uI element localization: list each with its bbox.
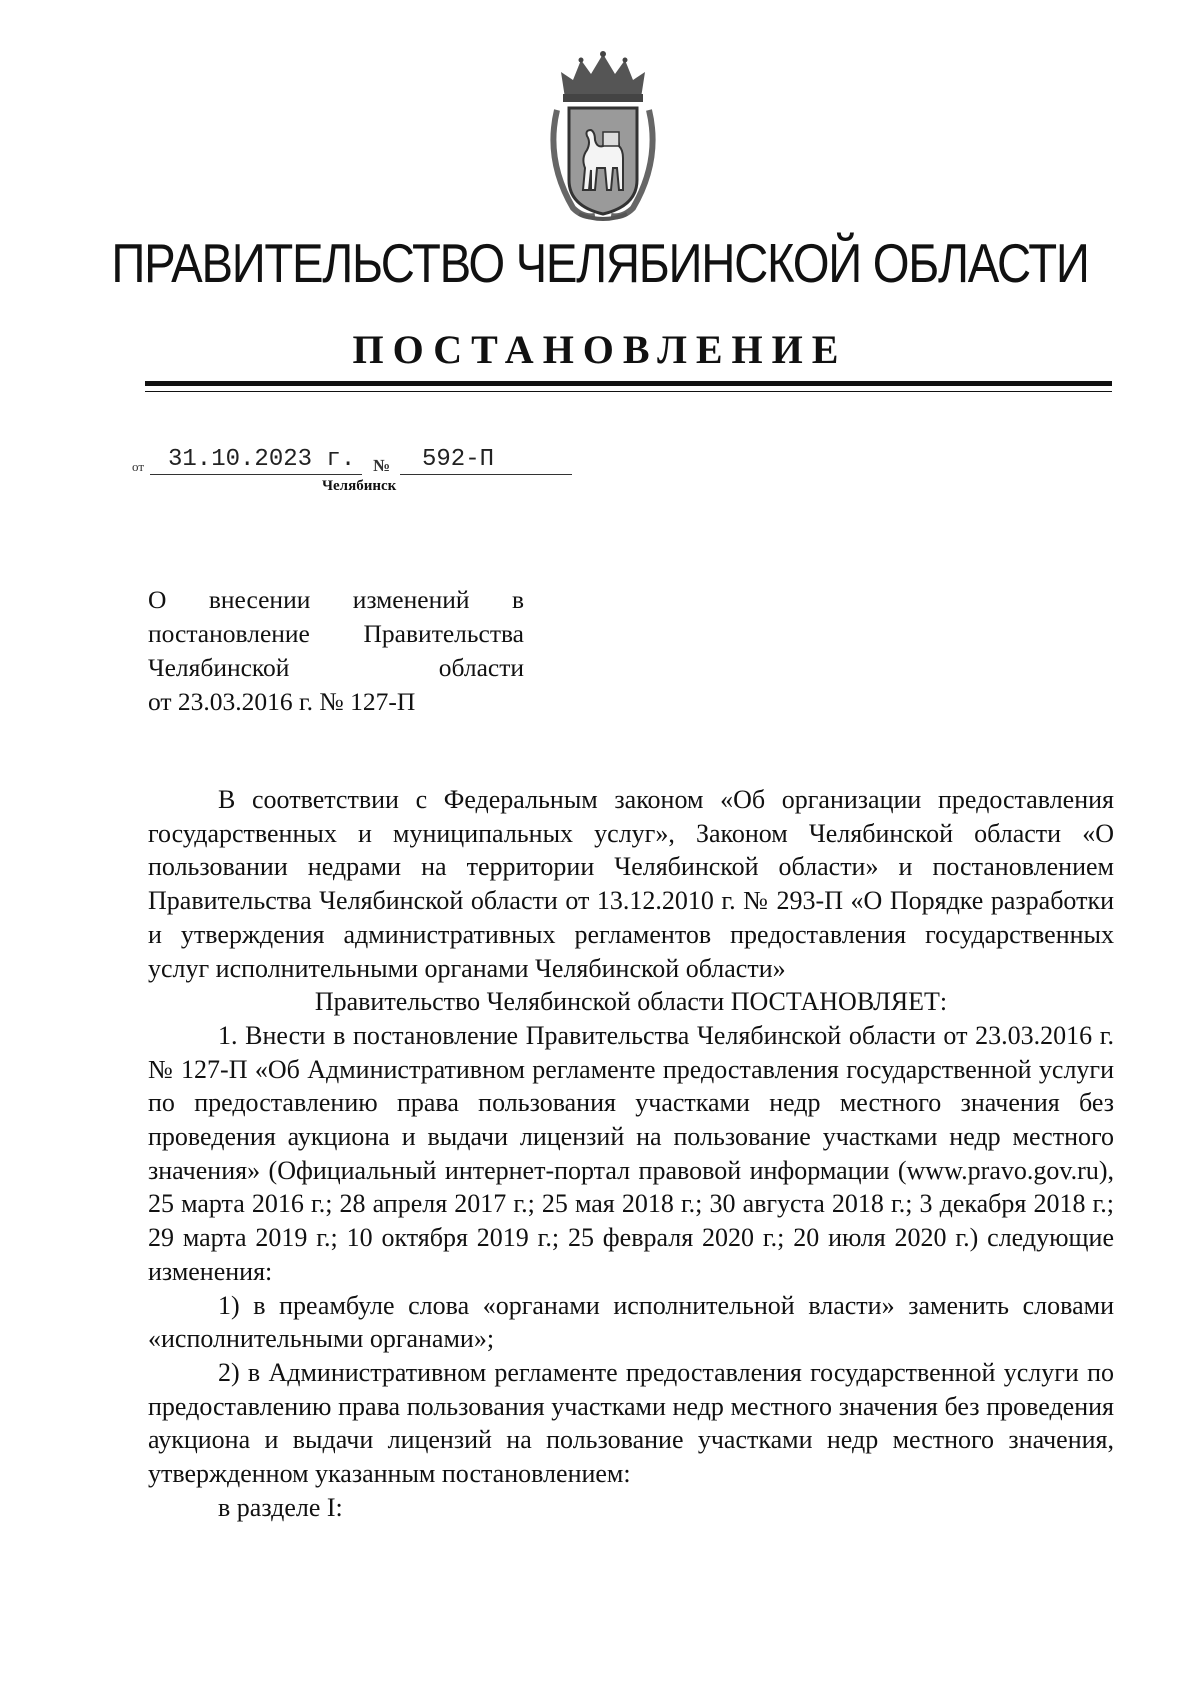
header-rule-thick: [145, 381, 1112, 386]
document-subject: [148, 583, 524, 719]
header-rule-thin: [145, 391, 1112, 392]
document-body: [148, 783, 1114, 1524]
number-label: №: [373, 456, 391, 475]
resolves-paragraph: Правительство Челябинской области ПОСТАНОВЛЯЕТ:: [314, 987, 948, 1017]
date-from-label: от: [132, 459, 145, 474]
subject-line: от 23.03.2016 г. № 127-П: [148, 687, 416, 716]
document-type: ПОСТАНОВЛЕНИЕ: [352, 327, 848, 372]
chelyabinsk-oblast-coat-of-arms-icon: [543, 50, 663, 225]
subject-line: Челябинской области: [148, 653, 524, 682]
subitem-1-paragraph: 1) в преамбуле слова «органами исполнительной власти» заменить словами «исполнительными органами»;: [148, 1290, 1114, 1354]
subitem-2-paragraph: 2) в Административном регламенте предоставления государственной услуги по предоставлению права пользования участками недр местного значения без проведения аукциона и выдачи лицензий на пользование участками недр местного значения, утвержденном указанным постановлением:: [148, 1357, 1114, 1489]
subject-line: постановление Правительства: [148, 619, 524, 648]
government-title: ПРАВИТЕЛЬСТВО ЧЕЛЯБИНСКОЙ ОБЛАСТИ: [111, 232, 1089, 294]
number-underline: [400, 474, 572, 475]
document-number: 592-П: [422, 446, 495, 473]
item-1-paragraph: 1. Внести в постановление Правительства Челябинской области от 23.03.2016 г. № 127-П «Об Административном регламенте предоставления государственной услуги по предоставлению права пользования участками недр местного значения без проведения аукциона и выдачи лицензий на пользование участками недр местного значения» (Официальный интернет-портал правовой информации (www.pravo.gov.ru), 25 марта 2016 г.; 28 апреля 2017 г.; 25 мая 2018 г.; 30 августа 2018 г.; 3 декабря 2018 г.; 29 марта 2019 г.; 10 октября 2019 г.; 25 февраля 2020 г.; 20 июля 2020 г.) следующие изменения:: [148, 1020, 1114, 1286]
subject-line: О внесении изменений в: [148, 585, 524, 614]
document-city: Челябинск: [322, 478, 397, 494]
document-date: 31.10.2023 г.: [168, 446, 356, 473]
date-underline: [150, 474, 362, 475]
section-paragraph: в разделе I:: [218, 1492, 343, 1522]
preamble-paragraph: В соответствии с Федеральным законом «Об организации предоставления государственных и муниципальных услуг», Законом Челябинской области «О пользовании недрами на территории Челябинской области» и постановлением Правительства Челябинской области от 13.12.2010 г. № 293-П «О Порядке разработки и утверждения административных регламентов предоставления государственных услуг исполнительными органами Челябинской области»: [148, 785, 1114, 983]
